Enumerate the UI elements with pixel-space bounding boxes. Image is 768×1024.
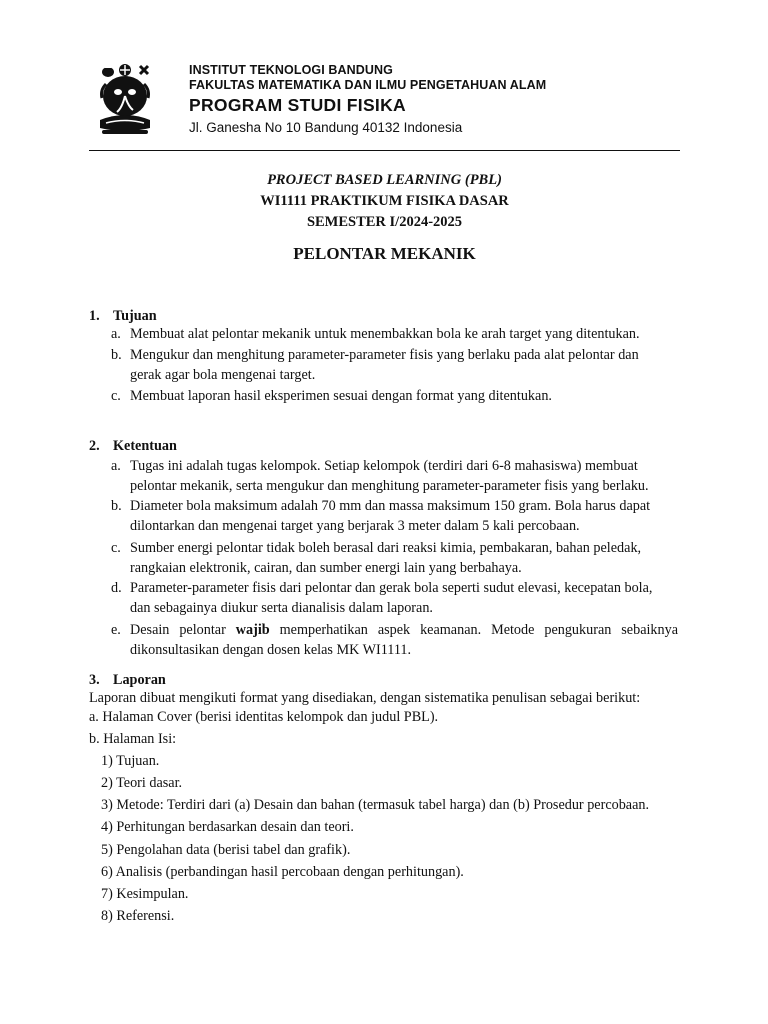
doc-course: WI1111 PRAKTIKUM FISIKA DASAR <box>260 193 509 209</box>
doc-semester: SEMESTER I/2024-2025 <box>306 214 463 230</box>
institute-name: INSTITUT TEKNOLOGI BANDUNG <box>189 63 393 77</box>
list-item: 4) Perhitungan berdasarkan desain dan teori. <box>101 819 354 835</box>
text-run: memperhatikan aspek keamanan. Metode pengukuran sebaiknya <box>279 622 679 638</box>
program-name: PROGRAM STUDI FISIKA <box>189 95 406 115</box>
doc-title: PELONTAR MEKANIK <box>293 244 476 263</box>
list-label: c. <box>111 388 121 404</box>
list-item: 7) Kesimpulan. <box>101 886 189 902</box>
list-item: Membuat alat pelontar mekanik untuk menembakkan bola ke arah target yang ditentukan. <box>130 326 640 342</box>
list-label: a. <box>111 326 121 342</box>
section-number: 2. <box>89 438 100 454</box>
list-item: 3) Metode: Terdiri dari (a) Desain dan bahan (termasuk tabel harga) dan (b) Prosedur percobaan. <box>101 797 650 813</box>
list-label: a. <box>111 458 121 474</box>
section-number: 1. <box>89 308 100 324</box>
list-item: Tugas ini adalah tugas kelompok. Setiap kelompok (terdiri dari 6-8 mahasiswa) membuat <box>130 458 638 474</box>
list-item-cont: dilontarkan dan mengenai target yang berjarak 3 meter dalam 5 kali percobaan. <box>130 518 580 534</box>
list-label: d. <box>111 580 122 596</box>
institute-address: Jl. Ganesha No 10 Bandung 40132 Indonesia <box>189 120 463 135</box>
list-item: 8) Referensi. <box>101 908 175 924</box>
ganesha-logo-icon <box>96 60 154 136</box>
list-item: Membuat laporan hasil eksperimen sesuai dengan format yang ditentukan. <box>130 388 552 404</box>
list-label: c. <box>111 540 121 556</box>
emphasis-wajib: wajib <box>235 622 270 638</box>
section-number: 3. <box>89 672 100 688</box>
list-item: Parameter-parameter fisis dari pelontar dan gerak bola seperti sudut elevasi, kecepatan bola, <box>130 580 653 596</box>
list-item: 2) Teori dasar. <box>101 775 183 791</box>
list-item <box>130 620 678 640</box>
text-run: Desain pelontar <box>130 622 226 638</box>
laporan-cover: a. Halaman Cover (berisi identitas kelompok dan judul PBL). <box>89 709 439 725</box>
list-item: Sumber energi pelontar tidak boleh berasal dari reaksi kimia, pembakaran, bahan peledak, <box>130 540 642 556</box>
list-item-cont: rangkaian elektronik, cairan, dan sumber energi lain yang berbahaya. <box>130 560 522 576</box>
list-label: b. <box>111 347 122 363</box>
list-item: Mengukur dan menghitung parameter-parameter fisis yang berlaku pada alat pelontar dan <box>130 347 639 363</box>
faculty-name: FAKULTAS MATEMATIKA DAN ILMU PENGETAHUAN ALAM <box>189 78 547 92</box>
list-item-cont: dan sebagainya diukur serta dianalisis dalam laporan. <box>130 600 433 616</box>
header-divider <box>89 150 680 151</box>
list-item-cont: pelontar mekanik, serta mengukur dan menghitung parameter-parameter fisis yang berlaku. <box>130 478 649 494</box>
section-heading-ketentuan: Ketentuan <box>113 438 177 454</box>
list-label: e. <box>111 622 121 638</box>
doc-subtitle-pbl: PROJECT BASED LEARNING (PBL) <box>267 172 502 188</box>
list-item: 1) Tujuan. <box>101 753 160 769</box>
list-item-cont: dikonsultasikan dengan dosen kelas MK WI1111. <box>130 642 412 658</box>
list-item: 5) Pengolahan data (berisi tabel dan grafik). <box>101 842 351 858</box>
laporan-intro: Laporan dibuat mengikuti format yang disediakan, dengan sistematika penulisan sebagai berikut: <box>89 690 641 706</box>
section-heading-laporan: Laporan <box>113 672 166 688</box>
laporan-isi-heading: b. Halaman Isi: <box>89 731 177 747</box>
list-label: b. <box>111 498 122 514</box>
section-heading-tujuan: Tujuan <box>113 308 157 324</box>
list-item-cont: gerak agar bola mengenai target. <box>130 367 316 383</box>
list-item: Diameter bola maksimum adalah 70 mm dan massa maksimum 150 gram. Bola harus dapat <box>130 498 651 514</box>
list-item: 6) Analisis (perbandingan hasil percobaan dengan perhitungan). <box>101 864 464 880</box>
